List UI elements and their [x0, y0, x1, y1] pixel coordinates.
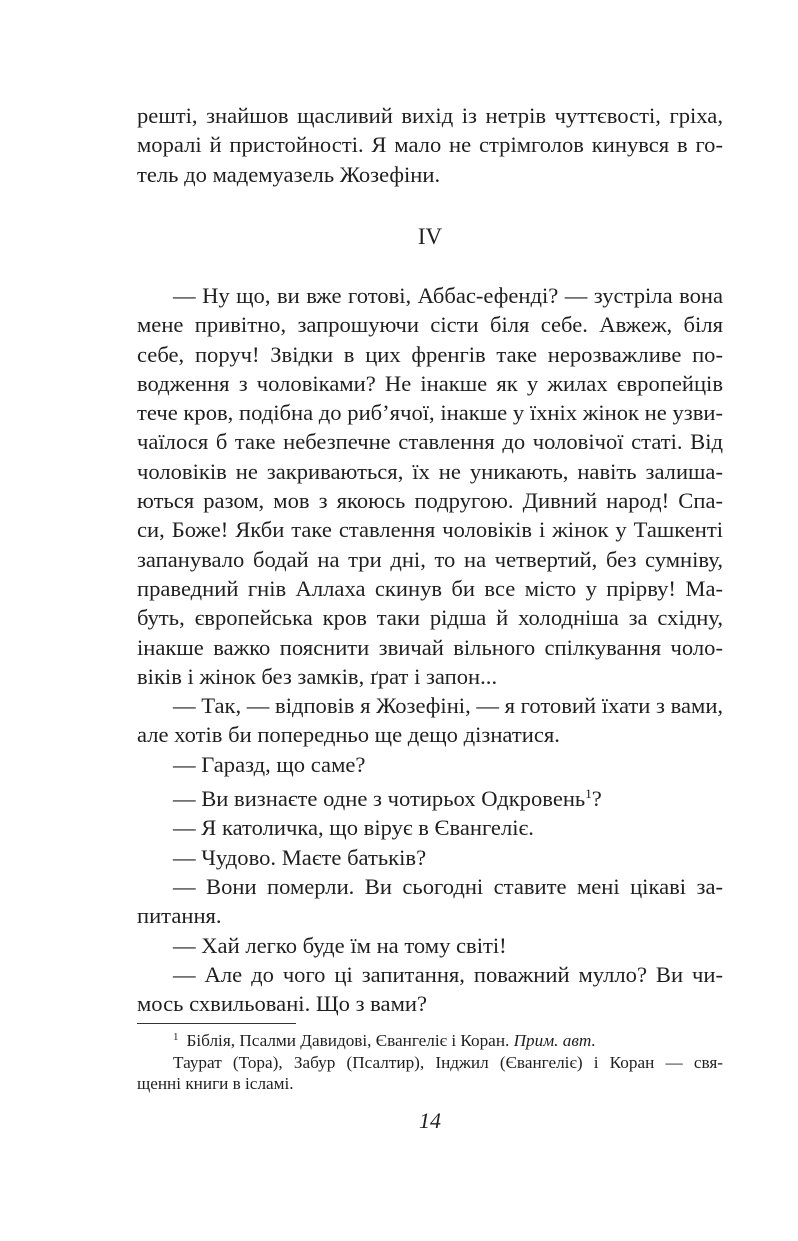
dialogue-text: ?: [591, 786, 602, 812]
footnote-number: 1: [173, 1031, 179, 1043]
footnote-line: [137, 1027, 723, 1052]
text-line: ються разом, мов з якоюсь подругою. Дивний народ! Спа-: [137, 488, 723, 514]
dialogue-line: — Але до чого ці запитання, поважний мулло? Ви чи-: [173, 961, 723, 987]
dialogue-line: питання.: [137, 903, 222, 929]
chapter-number: IV: [417, 224, 443, 249]
dialogue-line: але хотів би попередньо ще дещо дізнатися.: [137, 722, 560, 748]
dialogue-line: мось схвильовані. Що з вами?: [137, 991, 427, 1017]
text-line: себе, поруч! Звідки в цих френгів таке нерозважливе по-: [137, 341, 723, 367]
text-line: мене привітно, запрошуючи сісти біля себе. Авжеж, біля: [137, 312, 723, 338]
dialogue-line: — Чудово. Маєте батьків?: [173, 844, 427, 870]
page-number: 14: [419, 1108, 441, 1133]
footnote-ref: 1: [585, 786, 592, 802]
top-paragraph: [137, 101, 723, 189]
footnote-line: щенні книги в ісламі.: [137, 1074, 294, 1094]
dialogue-line: [137, 779, 723, 813]
footnote-line: Таурат (Тора), Забур (Псалтир), Інджил (Євангеліє) і Коран — свя-: [173, 1052, 723, 1072]
text-line: віків і жінок без замків, ґрат і запон...: [137, 663, 498, 689]
dialogue-line: — Так, — відповів я Жозефіні, — я готовий їхати з вами,: [173, 693, 724, 719]
footnotes: [137, 1027, 723, 1095]
text-line: тече кров, подібна до риб’ячої, інакше у їхніх жінок не узви-: [137, 400, 723, 426]
text-line: — Ну що, ви вже готові, Аббас-ефенді? — зустріла вона: [173, 283, 723, 308]
dialogue-line: — Гаразд, що саме?: [173, 751, 366, 777]
text-line: чоловіків не закриваються, їх не уникають, навіть залиша-: [137, 458, 723, 484]
text-line: праведний гнів Аллаха скинув би все місто у прірву! Ма-: [137, 575, 723, 601]
text-line: си, Боже! Якби таке ставлення чоловіків і жінок у Ташкенті: [137, 517, 723, 543]
dialogue-text: — Ви визнаєте одне з чотирьох Одкровень: [173, 786, 586, 812]
text-line: решті, знайшов щасливий вихід із нетрів чуттєвості, гріха,: [137, 103, 723, 128]
dialogue-line: — Я католичка, що вірує в Євангеліє.: [173, 815, 534, 841]
text-line: водження з чоловіками? Не інакше як у жилах європейців: [137, 370, 723, 396]
text-line: запанувало бодай на три дні, то на четвертий, без сумніву,: [137, 546, 723, 572]
text-line: інакше важко пояснити звичай вільного спілкування чоло-: [137, 634, 723, 660]
dialogue-line: — Хай легко буде їм на тому світі!: [173, 932, 507, 958]
footnote-divider: [137, 1023, 296, 1024]
text-line: тель до мадемуазель Жозефіни.: [137, 161, 441, 187]
text-line: буть, європейська кров таки рідша й холодніша за східну,: [137, 605, 723, 631]
main-text: [137, 281, 723, 1018]
text-line: моралі й пристойності. Я мало не стрімголов кинувся в го-: [137, 132, 723, 158]
text-line: чаїлося б таке небезпечне ставлення до чоловічої статі. Від: [137, 429, 723, 455]
footnote-author-note: Прим. авт.: [513, 1031, 596, 1050]
footnote-text: Біблія, Псалми Давидові, Євангеліє і Коран.: [186, 1031, 514, 1050]
dialogue-line: — Вони померли. Ви сьогодні ставите мені цікаві за-: [173, 873, 723, 899]
